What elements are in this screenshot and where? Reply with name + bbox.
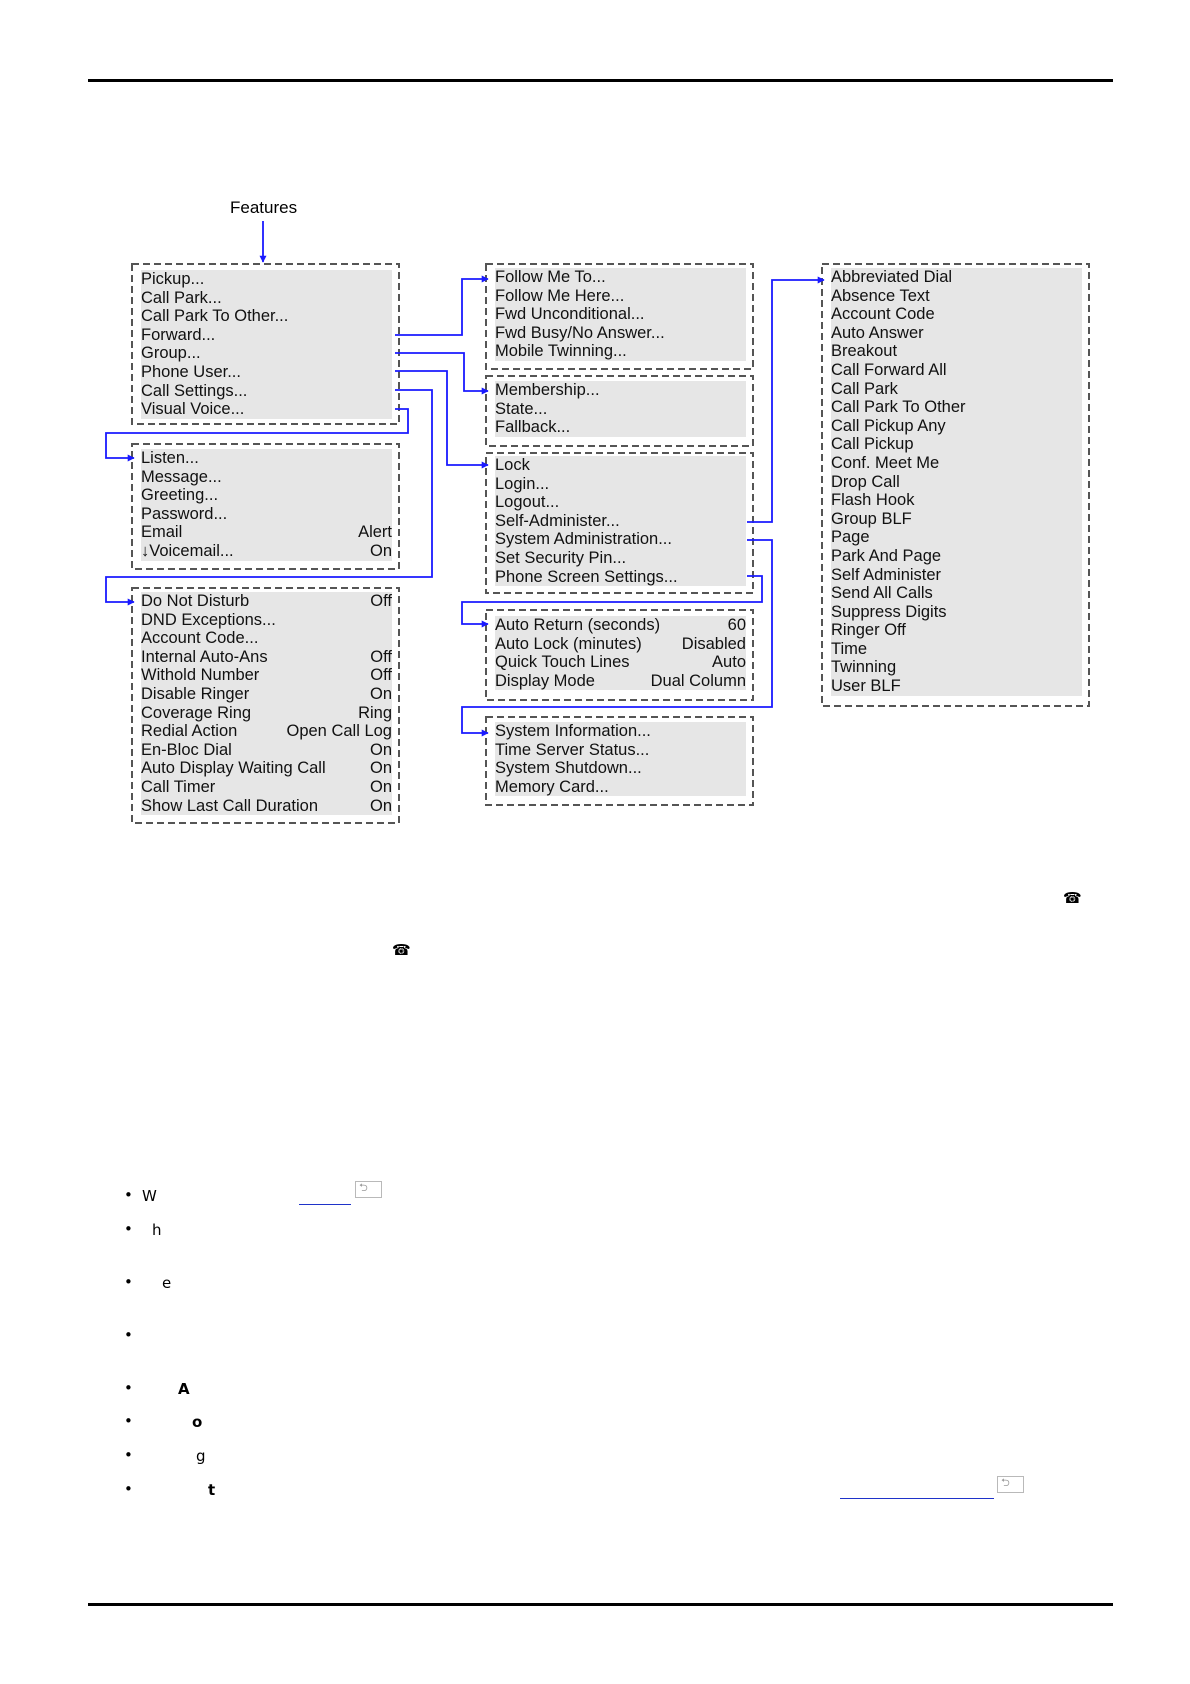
menu-item[interactable] [831, 603, 1082, 622]
menu-item-label: Time Server Status... [495, 740, 650, 759]
menu-item[interactable] [831, 361, 1082, 380]
menu-item-label: Call Timer [141, 777, 216, 796]
group-menu [495, 381, 746, 437]
menu-item-value: On [369, 777, 392, 796]
system-administration-menu [495, 722, 746, 796]
menu-item[interactable] [141, 400, 392, 419]
menu-item[interactable] [141, 505, 392, 524]
menu-item-label: Logout... [495, 493, 560, 512]
call-settings-menu [141, 592, 392, 815]
menu-item[interactable] [831, 435, 1082, 454]
menu-item[interactable] [831, 658, 1082, 677]
menu-item[interactable] [831, 510, 1082, 529]
menu-item-label: Message... [141, 467, 222, 486]
menu-item-label: Memory Card... [495, 777, 609, 796]
menu-item-label: Call Pickup Any [831, 416, 946, 435]
menu-item[interactable] [141, 289, 392, 308]
menu-item-label: Absence Text [831, 286, 930, 305]
phone-icon: ☎ [392, 941, 411, 959]
hyperlink[interactable] [299, 1204, 351, 1205]
phone-icon: ☎ [1063, 889, 1082, 907]
menu-item-label: Auto Return (seconds) [495, 616, 661, 634]
menu-item-label: System Administration... [495, 530, 672, 549]
menu-item[interactable] [495, 400, 746, 419]
bottom-rule [88, 1603, 1113, 1606]
menu-item[interactable] [141, 542, 392, 561]
menu-item[interactable] [495, 493, 746, 512]
menu-item-label: Internal Auto-Ans [141, 647, 268, 666]
menu-item-label: Login... [495, 474, 550, 493]
hyperlink[interactable] [840, 1498, 994, 1499]
menu-item[interactable] [141, 685, 392, 704]
menu-item-label: Pickup... [141, 270, 205, 288]
menu-item[interactable] [141, 344, 392, 363]
menu-item[interactable] [831, 398, 1082, 417]
menu-item-value: Alert [358, 523, 392, 542]
menu-item-label: Listen... [141, 449, 199, 467]
menu-item[interactable] [141, 382, 392, 401]
menu-item-label: Call Park... [141, 288, 222, 307]
menu-item[interactable] [831, 417, 1082, 436]
menu-item[interactable] [831, 584, 1082, 603]
menu-item[interactable] [831, 287, 1082, 306]
menu-item[interactable] [495, 475, 746, 494]
menu-item-label: Call Park To Other... [141, 307, 289, 326]
menu-item-label: Withold Number [141, 666, 260, 685]
menu-item-label: Lock [495, 456, 530, 474]
menu-item-label: Do Not Disturb [141, 592, 250, 610]
link-icon[interactable]: ⮌ [355, 1181, 382, 1198]
menu-item-value: Off [370, 647, 392, 666]
menu-item-label: En-Bloc Dial [141, 740, 232, 759]
menu-item[interactable] [495, 549, 746, 568]
menu-item[interactable] [495, 305, 746, 324]
menu-item-label: System Information... [495, 722, 651, 740]
self-administer-connector [747, 280, 824, 522]
menu-item-label: Conf. Meet Me [831, 453, 940, 472]
phone-user-connector [395, 371, 488, 465]
menu-item-label: Fwd Unconditional... [495, 305, 645, 324]
phone-user-menu [495, 456, 746, 586]
menu-item[interactable] [495, 778, 746, 797]
forward-connector [395, 279, 488, 335]
menu-item[interactable] [495, 530, 746, 549]
menu-item[interactable] [141, 592, 392, 611]
features-menu [141, 270, 392, 419]
menu-item-label: DND Exceptions... [141, 610, 276, 629]
menu-item[interactable] [141, 741, 392, 760]
menu-item-value: On [369, 796, 392, 815]
menu-item[interactable] [495, 722, 746, 741]
menu-item[interactable] [495, 635, 746, 654]
menu-item-value: Off [370, 592, 392, 610]
menu-item-label: Ringer Off [831, 621, 906, 640]
menu-item[interactable] [831, 621, 1082, 640]
menu-item[interactable] [495, 672, 746, 691]
menu-item-label: Self-Administer... [495, 511, 620, 530]
menu-item-label: ↓Voicemail... [141, 541, 234, 560]
menu-item[interactable] [141, 449, 392, 468]
menu-item-label: Quick Touch Lines [495, 653, 630, 672]
menu-item-value: On [369, 759, 392, 778]
menu-item[interactable] [495, 568, 746, 587]
menu-item-label: Suppress Digits [831, 602, 947, 621]
menu-item-label: Call Pickup [831, 435, 914, 454]
menu-item-value: On [369, 740, 392, 759]
menu-item[interactable] [831, 677, 1082, 696]
menu-item-label: Follow Me Here... [495, 286, 625, 305]
menu-item-label: User BLF [831, 677, 901, 696]
menu-item[interactable] [831, 566, 1082, 585]
menu-item-value: Ring [358, 703, 392, 722]
menu-item-label: Drop Call [831, 472, 900, 491]
menu-item-value: Disabled [681, 634, 746, 653]
menu-item-label: Page [831, 528, 870, 547]
menu-item[interactable] [141, 722, 392, 741]
menu-item[interactable] [141, 326, 392, 345]
features-label: Features [230, 198, 298, 217]
menu-item-label: Fallback... [495, 418, 571, 437]
menu-item[interactable] [495, 381, 746, 400]
menu-item-value: Auto [712, 653, 746, 672]
menu-item[interactable] [495, 342, 746, 361]
menu-item[interactable] [141, 270, 392, 289]
phone-screen-settings-menu [495, 616, 746, 690]
menu-item[interactable] [831, 305, 1082, 324]
menu-item-label: Park And Page [831, 546, 942, 565]
menu-item-value: Off [370, 666, 392, 685]
menu-item[interactable] [831, 324, 1082, 343]
menu-item-label: Flash Hook [831, 491, 915, 510]
menu-item-label: Account Code... [141, 629, 259, 648]
menu-item-label: Phone Screen Settings... [495, 567, 678, 586]
menu-item[interactable] [141, 759, 392, 778]
menu-item-label: Twinning [831, 658, 897, 677]
menu-item-label: Forward... [141, 325, 216, 344]
menu-item-label: Set Security Pin... [495, 548, 627, 567]
menu-item-label: Send All Calls [831, 584, 933, 603]
menu-item[interactable] [831, 528, 1082, 547]
menu-item[interactable] [141, 648, 392, 667]
menu-item-label: Greeting... [141, 486, 219, 505]
menu-item[interactable] [141, 363, 392, 382]
menu-item[interactable] [495, 616, 746, 635]
menu-item-label: State... [495, 399, 548, 418]
menu-item[interactable] [141, 307, 392, 326]
menu-item[interactable] [495, 324, 746, 343]
menu-item-label: Email [141, 523, 183, 542]
menu-item-label: Call Settings... [141, 381, 248, 400]
menu-item-label: Call Park To Other [831, 398, 966, 417]
menu-item-label: Auto Display Waiting Call [141, 759, 326, 778]
menu-item-label: Redial Action [141, 722, 238, 741]
menu-item-label: Phone User... [141, 362, 241, 381]
menu-item[interactable] [495, 456, 746, 475]
menu-item-label: Follow Me To... [495, 268, 606, 286]
menu-item-label: Call Forward All [831, 360, 947, 379]
menu-item-label: Call Park [831, 379, 898, 398]
menu-item-label: Auto Answer [831, 323, 924, 342]
menu-item[interactable] [141, 797, 392, 816]
menu-item[interactable] [831, 268, 1082, 287]
menu-item-label: Abbreviated Dial [831, 268, 953, 286]
menu-item-label: Disable Ringer [141, 684, 250, 703]
menu-item[interactable] [831, 491, 1082, 510]
menu-item[interactable] [141, 629, 392, 648]
menu-item-value: On [369, 684, 392, 703]
menu-item[interactable] [831, 640, 1082, 659]
menu-item[interactable] [831, 473, 1082, 492]
menu-item-label: Breakout [831, 342, 898, 361]
menu-item-label: Password... [141, 504, 228, 523]
menu-item[interactable] [141, 611, 392, 630]
menu-item-label: Auto Lock (minutes) [495, 634, 642, 653]
menu-item-label: Mobile Twinning... [495, 342, 627, 361]
menu-item-label: Group BLF [831, 509, 912, 528]
menu-item-label: Self Administer [831, 565, 942, 584]
menu-item[interactable] [141, 523, 392, 542]
menu-item[interactable] [141, 666, 392, 685]
menu-item-label: Time [831, 639, 868, 658]
menu-item-label: Visual Voice... [141, 400, 245, 419]
visual-voice-menu [141, 449, 392, 561]
menu-item[interactable] [831, 380, 1082, 399]
menu-item[interactable] [141, 468, 392, 487]
menu-item[interactable] [495, 268, 746, 287]
menu-item[interactable] [141, 486, 392, 505]
link-icon[interactable]: ⮌ [997, 1476, 1024, 1493]
menu-item[interactable] [495, 418, 746, 437]
group-connector [395, 353, 488, 391]
menu-item-label: Show Last Call Duration [141, 796, 319, 815]
menu-item[interactable] [495, 512, 746, 531]
menu-item[interactable] [495, 741, 746, 760]
menu-item-label: Group... [141, 344, 201, 363]
forward-menu [495, 268, 746, 361]
menu-item-value: Open Call Log [286, 722, 392, 741]
menu-item[interactable] [495, 287, 746, 306]
menu-item[interactable] [831, 454, 1082, 473]
menu-item[interactable] [141, 778, 392, 797]
menu-item-label: Fwd Busy/No Answer... [495, 323, 665, 342]
menu-item[interactable] [495, 759, 746, 778]
menu-item-label: Account Code [831, 305, 935, 324]
menu-item-label: Membership... [495, 381, 600, 399]
menu-item[interactable] [831, 342, 1082, 361]
menu-item[interactable] [495, 653, 746, 672]
menu-item[interactable] [141, 704, 392, 723]
menu-item-label: System Shutdown... [495, 759, 642, 778]
self-administer-menu [831, 268, 1082, 696]
menu-item-label: Display Mode [495, 671, 595, 690]
menu-item[interactable] [831, 547, 1082, 566]
menu-item-label: Coverage Ring [141, 703, 252, 722]
menu-item-value: 60 [727, 616, 746, 634]
menu-item-value: Dual Column [650, 671, 746, 690]
menu-item-value: On [369, 541, 392, 560]
